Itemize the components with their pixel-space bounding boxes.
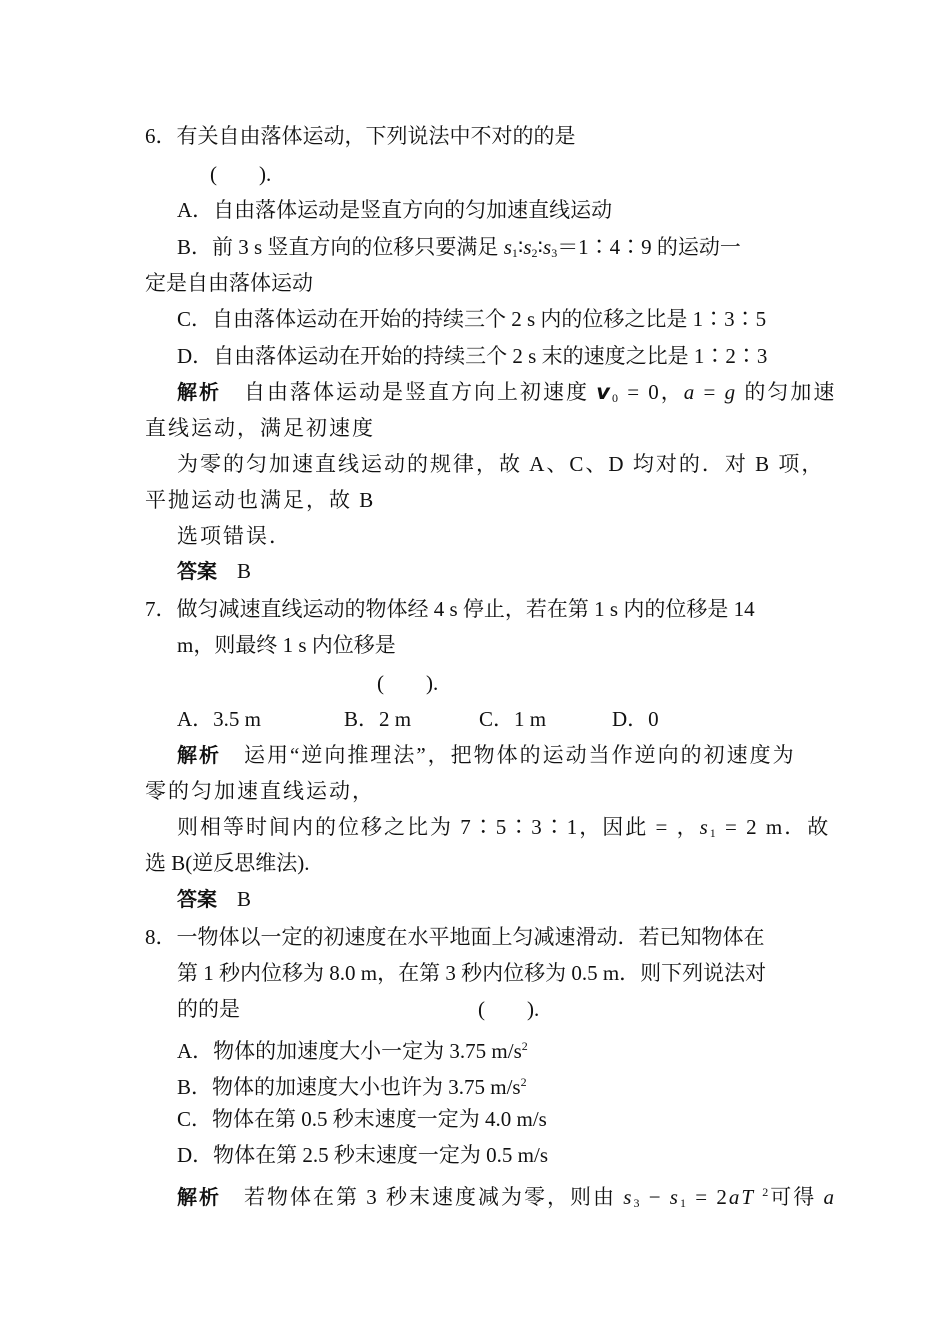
q8-stem-line-1: 8．一物体以一定的初速度在水平地面上匀减速滑动．若已知物体在 [145, 925, 765, 949]
q8-analysis-line-1: 解析 若物体在第 3 秒末速度减为零，则由 $s_3 - s_1 = 2aT$ $^2$可得 a [177, 1185, 836, 1210]
q8-answer-blank: ( ). [478, 997, 540, 1021]
q7-option-a: A．3.5 m [177, 707, 261, 731]
q7-answer-blank: ( ). [377, 671, 439, 695]
q6-option-b-continued: 定是自由落体运动 [145, 271, 313, 295]
q7-analysis-line-2: 零的匀加速直线运动， [145, 779, 375, 803]
q6-option-b: B．前 3 s 竖直方向的位移只要满足 $s_1∶s_2∶s_3=1∶4∶9$ 的运动一 [177, 235, 741, 260]
q6-option-c: C．自由落体运动在开始的持续三个 2 s 内的位移之比是 1∶3∶5 [177, 307, 767, 331]
analysis-label: 解析 [177, 380, 221, 404]
q8-stem-line-3: 的的是 ( ). [177, 997, 540, 1021]
q6-analysis-line-5: 选项错误． [177, 524, 292, 548]
q7-analysis-line-1: 解析 运用“逆向推理法”，把物体的运动当作逆向的初速度为 [177, 743, 796, 767]
q6-answer-blank: ( ). [210, 162, 272, 186]
q7-option-d: D．0 [612, 707, 659, 731]
q7-stem-line-2: m，则最终 1 s 内位移是 [177, 633, 396, 657]
q7-option-b: B．2 m [344, 707, 412, 731]
q7-options [177, 704, 659, 734]
q6-answer: 答案 B [177, 559, 252, 583]
q8-option-c: C．物体在第 0.5 秒末速度一定为 4.0 m/s [177, 1107, 547, 1131]
q7-option-c: C．1 m [479, 707, 547, 731]
q6-option-d: D．自由落体运动在开始的持续三个 2 s 末的速度之比是 1∶2∶3 [177, 344, 768, 368]
q6-stem: 6．有关自由落体运动，下列说法中不对的的是 [145, 124, 576, 148]
q7-stem-line-1: 7．做匀减速直线运动的物体经 4 s 停止，若在第 1 s 内的位移是 14 [145, 597, 755, 621]
q6-analysis-line-4: 平抛运动也满足，故 B [145, 488, 376, 512]
answer-label: 答案 [177, 559, 217, 583]
q8-option-d: D．物体在第 2.5 秒末速度一定为 0.5 m/s [177, 1143, 549, 1167]
q8-option-a: A．物体的加速度大小一定为 3.75 $m/s^2$ [177, 1039, 528, 1063]
q7-analysis-line-3: 则相等时间内的位移之比为 7∶5∶3∶1，因此 = ，$s_1 = 2$ m．故 [177, 815, 831, 840]
q6-analysis-line-3: 为零的匀加速直线运动的规律，故 A、C、D 均对的．对 B 项， [177, 452, 825, 476]
q7-answer: 答案 B [177, 887, 252, 911]
q6-analysis-line-1: 解析 自由落体运动是竖直方向上初速度 $v_0 = 0$，a = g 的匀加速 [177, 380, 837, 405]
q6-analysis-line-2: 直线运动，满足初速度 [145, 416, 375, 440]
q8-stem-line-2: 第 1 秒内位移为 8.0 m，在第 3 秒内位移为 0.5 m．则下列说法对 [177, 961, 767, 985]
q6-option-a: A．自由落体运动是竖直方向的匀加速直线运动 [177, 198, 613, 222]
q8-option-b: B．物体的加速度大小也许为 3.75 $m/s^2$ [177, 1075, 527, 1099]
q7-analysis-line-4: 选 B(逆反思维法). [145, 851, 310, 875]
